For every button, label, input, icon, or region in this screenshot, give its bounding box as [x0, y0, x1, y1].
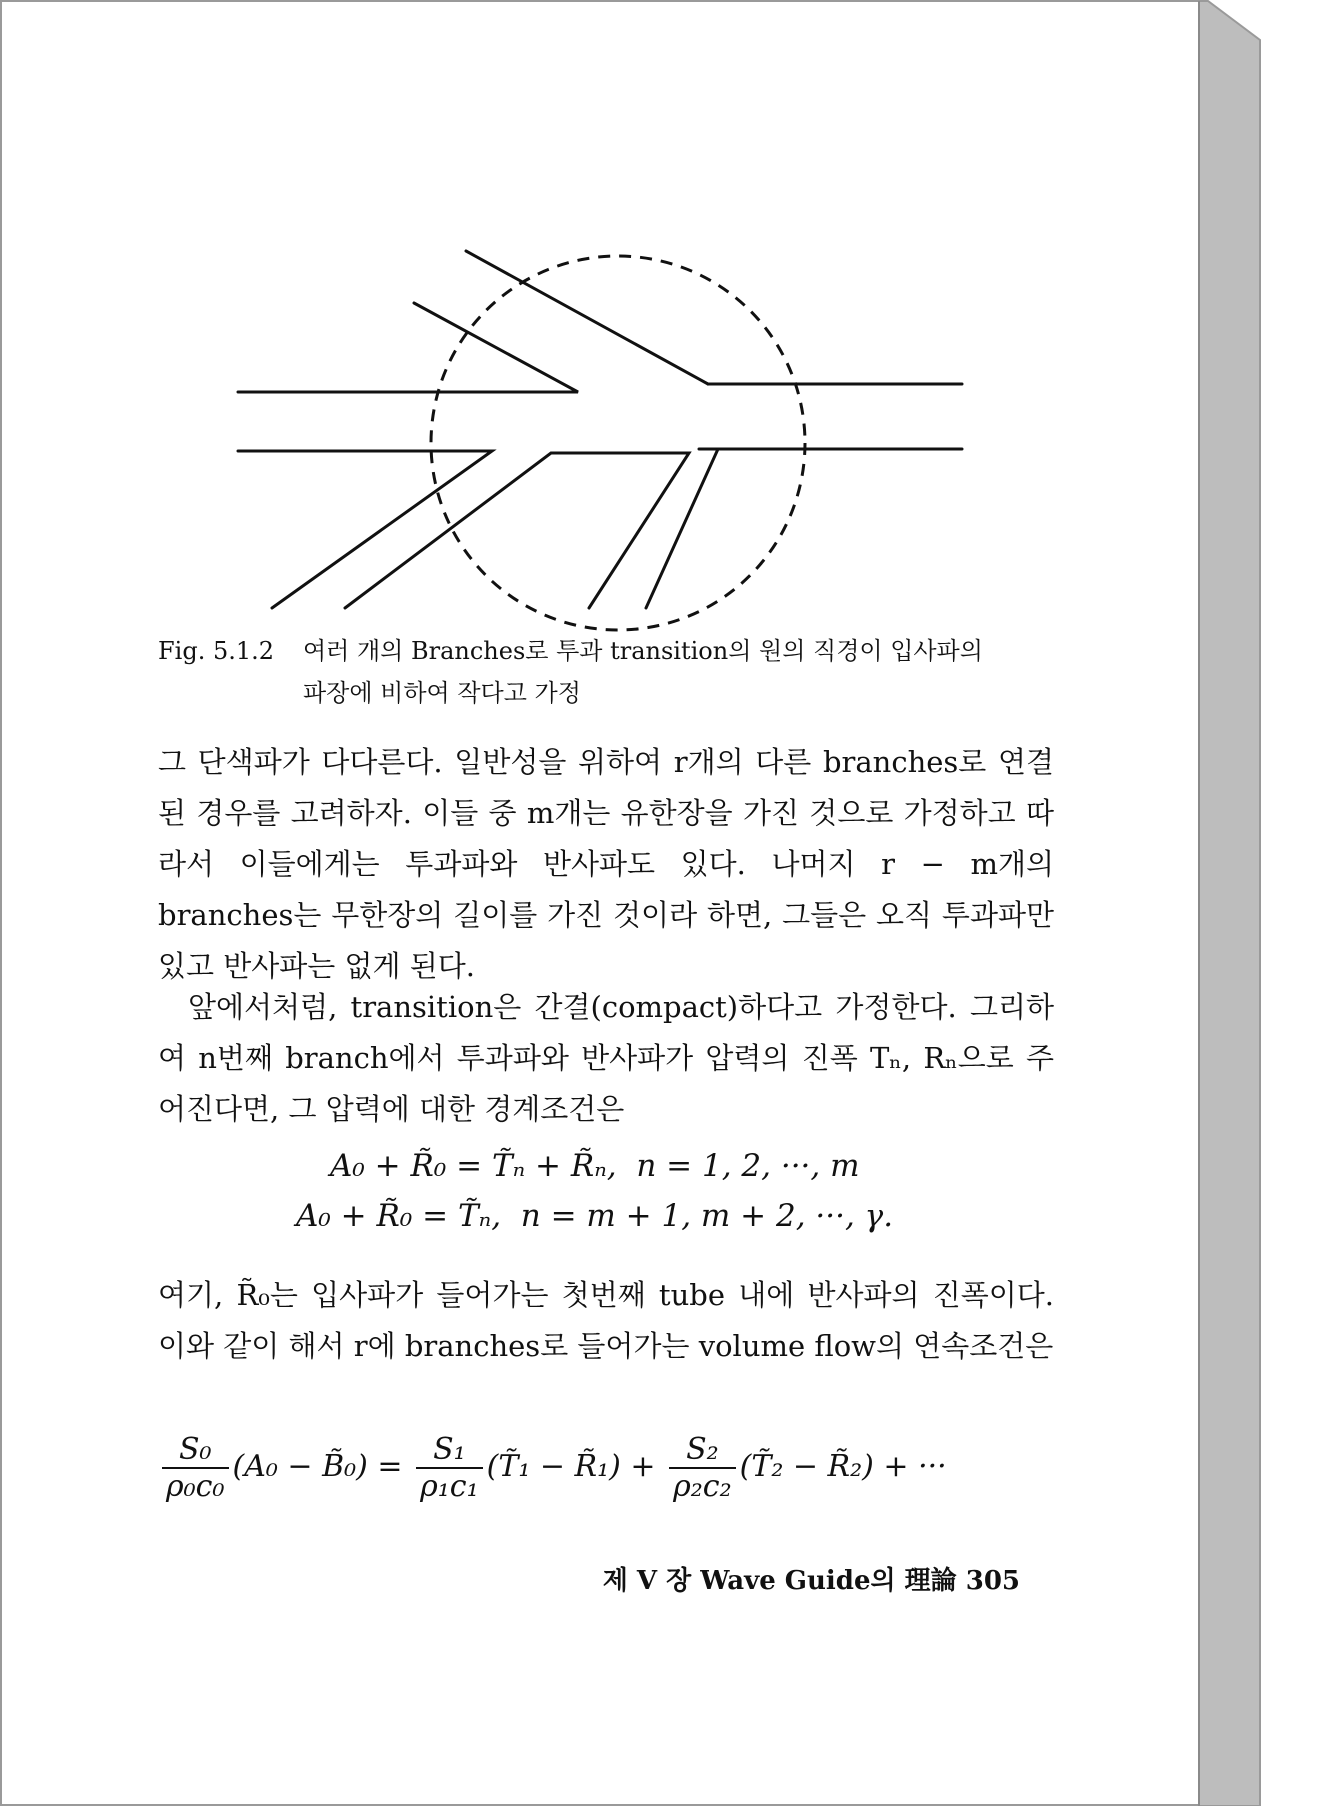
branch-diagram	[0, 0, 1339, 640]
fraction-1: $\frac{\text{S₁}}{\text{ρ₁c₁}}$	[416, 1432, 483, 1504]
branch-top-upper	[466, 251, 708, 384]
branch-lower-steep	[646, 449, 718, 608]
continuity-equation: $\frac{\text{S₀}}{\text{ρ₀c₀}}$ (A₀ − B̃₀) = $\frac{\text{S₁}}{\text{ρ₁c₁}}$ (T̃₁ − R̃₁) + $\frac{\text{S₂}}{\text{ρ₂c₂}}$ (T̃₂ − R̃₂) + ···	[158, 1432, 947, 1504]
equation-2: A₀ + R̃₀ = T̃ₙ, n = m + 1, m + 2, ···, γ.	[296, 1198, 894, 1234]
branch-lower-left	[345, 453, 689, 608]
paragraph-1: 그 단색파가 다다른다. 일반성을 위하여 r개의 다른 branches로 연결된 경우를 고려하자. 이들 중 m개는 유한장을 가진 것으로 가정하고 따라서 이들에게는 투과파와 반사파도 있다. 나머지 r − m개의 branches는 무한장의 길이를 가진 것이라 하면, 그들은 오직 투과파만 있고 반사파는 없게 된다.	[158, 745, 1054, 983]
caption-line2: 파장에 비하여 작다고 가정	[303, 679, 581, 707]
figure-caption	[158, 630, 1058, 714]
left-tube-top	[238, 303, 578, 392]
left-tube-bottom	[238, 451, 492, 608]
fraction-0: $\frac{\text{S₀}}{\text{ρ₀c₀}}$	[162, 1432, 229, 1504]
transition-circle	[431, 256, 805, 630]
equation-1: A₀ + R̃₀ = T̃ₙ + R̃ₙ, n = 1, 2, ···, m	[330, 1148, 860, 1184]
figure-number: Fig. 5.1.2	[158, 637, 275, 665]
paragraph-3: 여기, R̃₀는 입사파가 들어가는 첫번째 tube 내에 반사파의 진폭이다. 이와 같이 해서 r에 branches로 들어가는 volume flow의 연속조건은	[158, 1278, 1054, 1363]
caption-line1: 여러 개의 Branches로 투과 transition의 원의 직경이 입사파의	[303, 637, 983, 665]
paragraph-2: 앞에서처럼, transition은 간결(compact)하다고 가정한다. 그리하여 n번째 branch에서 투과파와 반사파가 압력의 진폭 Tₙ, Rₙ으로 주어진다면, 그 압력에 대한 경계조건은	[158, 990, 1054, 1126]
page-footer: 제 V 장 Wave Guide의 理論 305	[602, 1566, 1020, 1596]
fraction-2: $\frac{\text{S₂}}{\text{ρ₂c₂}}$	[669, 1432, 736, 1504]
